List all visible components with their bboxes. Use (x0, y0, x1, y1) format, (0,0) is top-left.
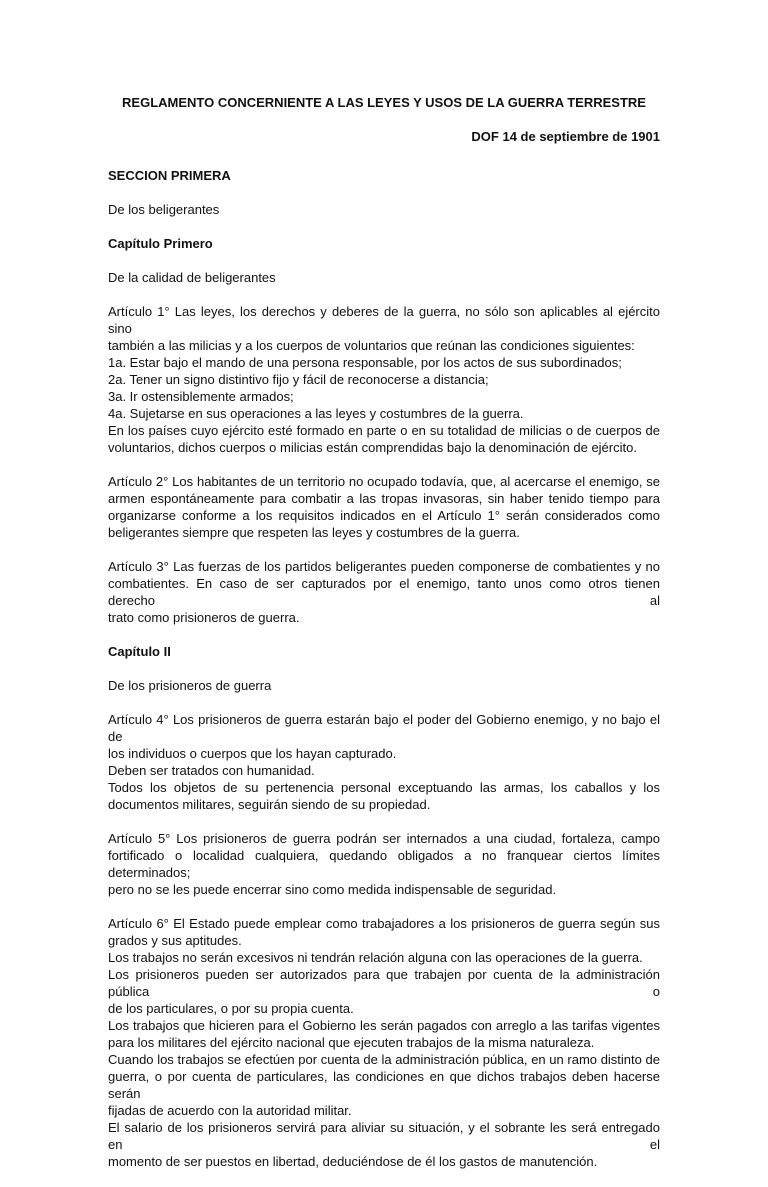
subheading-text (108, 201, 660, 218)
text-line: Todos los objetos de su pertenencia personal exceptuando las armas, los caballos y los (108, 780, 660, 795)
text-line: momento de ser puestos en libertad, deduciéndose de él los gastos de manutención. (108, 1154, 598, 1169)
text-line: 4a. Sujetarse en sus operaciones a las leyes y costumbres de la guerra. (108, 406, 524, 421)
text-line: fortificado o localidad cualquiera, quedando obligados a no franquear ciertos límites determinados; (108, 848, 660, 880)
section-heading (108, 167, 660, 184)
text-line: Capítulo Primero (108, 236, 213, 251)
text-line: trato como prisioneros de guerra. (108, 610, 300, 625)
text-line: fijadas de acuerdo con la autoridad militar. (108, 1103, 352, 1118)
text-line: SECCION PRIMERA (108, 168, 231, 183)
text-line: En los países cuyo ejército esté formado en parte o en su totalidad de milicias o de cuerpos de (108, 423, 660, 438)
text-line: Deben ser tratados con humanidad. (108, 763, 315, 778)
text-line: Los prisioneros pueden ser autorizados para que trabajen por cuenta de la administración pública o (108, 967, 660, 999)
text-line: los individuos o cuerpos que los hayan capturado. (108, 746, 397, 761)
text-line: beligerantes siempre que respeten las leyes y costumbres de la guerra. (108, 525, 520, 540)
text-line: organizarse conforme a los requisitos indicados en el Artículo 1° serán considerados como (108, 508, 660, 523)
text-line: armen espontáneamente para combatir a las tropas invasoras, sin haber tenido tiempo para (108, 491, 660, 506)
text-line: Cuando los trabajos se efectúen por cuenta de la administración pública, en un ramo distinto de (108, 1052, 660, 1067)
text-line: Los trabajos no serán excesivos ni tendrán relación alguna con las operaciones de la guerra. (108, 950, 643, 965)
text-line: Capítulo II (108, 644, 171, 659)
text-line: Artículo 2° Los habitantes de un territorio no ocupado todavía, que, al acercarse el enemigo, se (108, 474, 660, 489)
text-line: grados y sus aptitudes. (108, 933, 242, 948)
text-line: también a las milicias y a los cuerpos de voluntarios que reúnan las condiciones siguientes: (108, 338, 635, 353)
text-line: Los trabajos que hicieren para el Gobierno les serán pagados con arreglo a las tarifas vigentes (108, 1018, 660, 1033)
text-line: documentos militares, seguirán siendo de su propiedad. (108, 797, 431, 812)
document-title: REGLAMENTO CONCERNIENTE A LAS LEYES Y USOS DE LA GUERRA TERRESTRE (122, 95, 646, 110)
text-line: Artículo 1° Las leyes, los derechos y deberes de la guerra, no sólo son aplicables al ejército sino (108, 304, 660, 336)
document-body (108, 167, 660, 1170)
article-paragraph (108, 558, 660, 626)
text-line: voluntarios, dichos cuerpos o milicias están comprendidas bajo la denominación de ejército. (108, 440, 637, 455)
text-line: Artículo 4° Los prisioneros de guerra estarán bajo el poder del Gobierno enemigo, y no bajo el de (108, 712, 660, 744)
section-heading (108, 643, 660, 660)
text-line: Artículo 3° Las fuerzas de los partidos beligerantes pueden componerse de combatientes y no (108, 559, 660, 574)
text-line: para los militares del ejército nacional que ejecuten trabajos de la misma naturaleza. (108, 1035, 595, 1050)
article-paragraph (108, 830, 660, 898)
text-line: 2a. Tener un signo distintivo fijo y fácil de reconocerse a distancia; (108, 372, 489, 387)
section-heading (108, 235, 660, 252)
subheading-text (108, 269, 660, 286)
text-line: El salario de los prisioneros servirá para aliviar su situación, y el sobrante les será entregado en el (108, 1120, 660, 1152)
text-line: 3a. Ir ostensiblemente armados; (108, 389, 294, 404)
article-paragraph (108, 711, 660, 813)
text-line: 1a. Estar bajo el mando de una persona responsable, por los actos de sus subordinados; (108, 355, 622, 370)
text-line: Artículo 6° El Estado puede emplear como trabajadores a los prisioneros de guerra según sus (108, 916, 660, 931)
article-paragraph (108, 473, 660, 541)
text-line: De los prisioneros de guerra (108, 678, 272, 693)
subheading-text (108, 677, 660, 694)
text-line: De los beligerantes (108, 202, 220, 217)
article-paragraph (108, 303, 660, 456)
text-line: De la calidad de beligerantes (108, 270, 276, 285)
text-line: Artículo 5° Los prisioneros de guerra podrán ser internados a una ciudad, fortaleza, campo (108, 831, 660, 846)
publication-date: DOF 14 de septiembre de 1901 (471, 129, 660, 144)
article-paragraph (108, 915, 660, 1170)
text-line: pero no se les puede encerrar sino como medida indispensable de seguridad. (108, 882, 557, 897)
text-line: combatientes. En caso de ser capturados por el enemigo, tanto unos como otros tienen derecho al (108, 576, 660, 608)
text-line: guerra, o por cuenta de particulares, las condiciones en que dichos trabajos deben hacerse serán (108, 1069, 660, 1101)
text-line: de los particulares, o por su propia cuenta. (108, 1001, 354, 1016)
document-page (108, 94, 660, 1187)
